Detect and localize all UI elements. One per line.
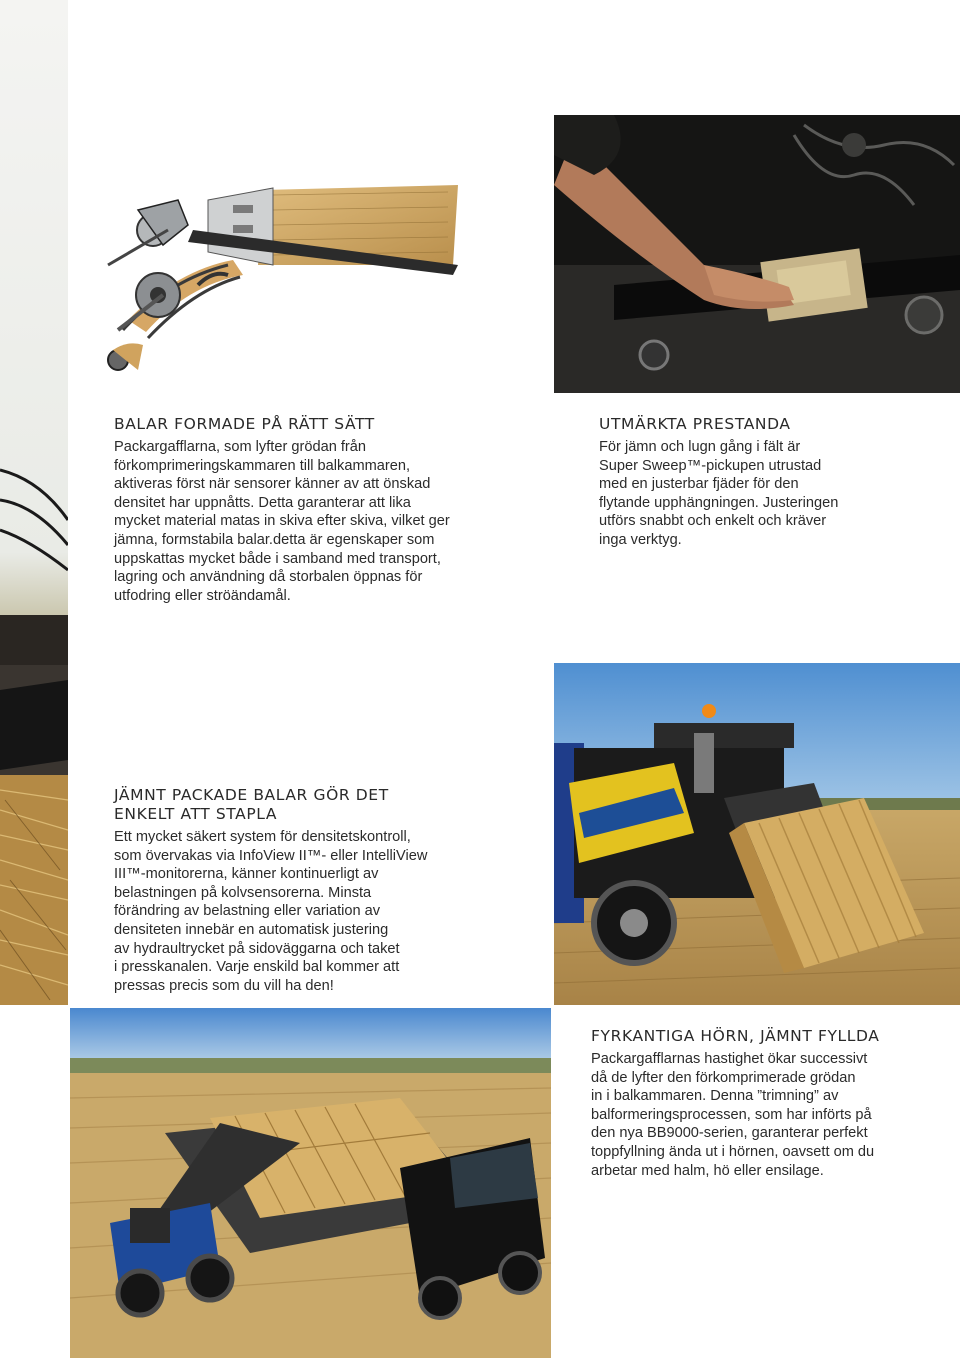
section-jamnt-body: Ett mycket säkert system för densitetskontroll, som övervakas via InfoView II™- eller IntelliView III™-monitorerna, känner kontinuerligt av belastningen på kolvsensorerna. Minsta förändring av belastning eller variation av densiteten innebär en automatisk justering av hydraultrycket på sidoväggarna och taket i presskanalen. Varje enskild bal kommer att pressas precis som du vill ha den! <box>114 829 428 994</box>
section-balar-body: Packargafflarna, som lyfter grödan från förkomprimeringskammaren till balkammaren, aktiveras först när sensorer känner av att önskad densitet har uppnåtts. Detta garanterar att lika mycket material matas in skiva efter skiva, vilket ger jämna, formstabila balar.detta är egenskaper som uppskattas mycket både i samband med transport, lagring och användning då storbalen öppnas för utfodring eller ströändamål. <box>114 439 450 604</box>
section-fyrkantiga <box>591 1027 951 1180</box>
section-jamnt <box>114 786 534 995</box>
section-balar <box>114 415 514 605</box>
left-strip-photo <box>0 0 68 1005</box>
section-jamnt-heading-line1: JÄMNT PACKADE BALAR GÖR DET <box>114 786 389 804</box>
section-utmarkta <box>599 415 929 550</box>
section-fyrkantiga-body: Packargafflarnas hastighet ökar successivt då de lyfter den förkomprimerade grödan in i balkammaren. Denna ”trimning” av balformeringsprocessen, som har införts på den nya BB9000-serien, garanterar perfekt toppfyllning ända ut i hörnen, oavsett om du arbetar med halm, hö eller ensilage. <box>591 1051 875 1179</box>
section-jamnt-heading-line2: ENKELT ATT STAPLA <box>114 805 278 823</box>
baler-in-field-photo <box>554 663 960 1005</box>
pickup-adjustment-photo <box>554 115 960 393</box>
section-jamnt-heading <box>114 786 534 824</box>
baler-mechanism-illustration <box>68 170 488 390</box>
bale-loading-truck-photo <box>70 1008 551 1358</box>
section-fyrkantiga-heading: FYRKANTIGA HÖRN, JÄMNT FYLLDA <box>591 1027 880 1045</box>
section-balar-heading: BALAR FORMADE PÅ RÄTT SÄTT <box>114 415 375 433</box>
section-utmarkta-heading: UTMÄRKTA PRESTANDA <box>599 415 791 433</box>
section-utmarkta-body: För jämn och lugn gång i fält är Super Sweep™-pickupen utrustad med en justerbar fjäder för den flytande upphängningen. Justeringen utförs snabbt och enkelt och kräver inga verktyg. <box>599 439 839 548</box>
